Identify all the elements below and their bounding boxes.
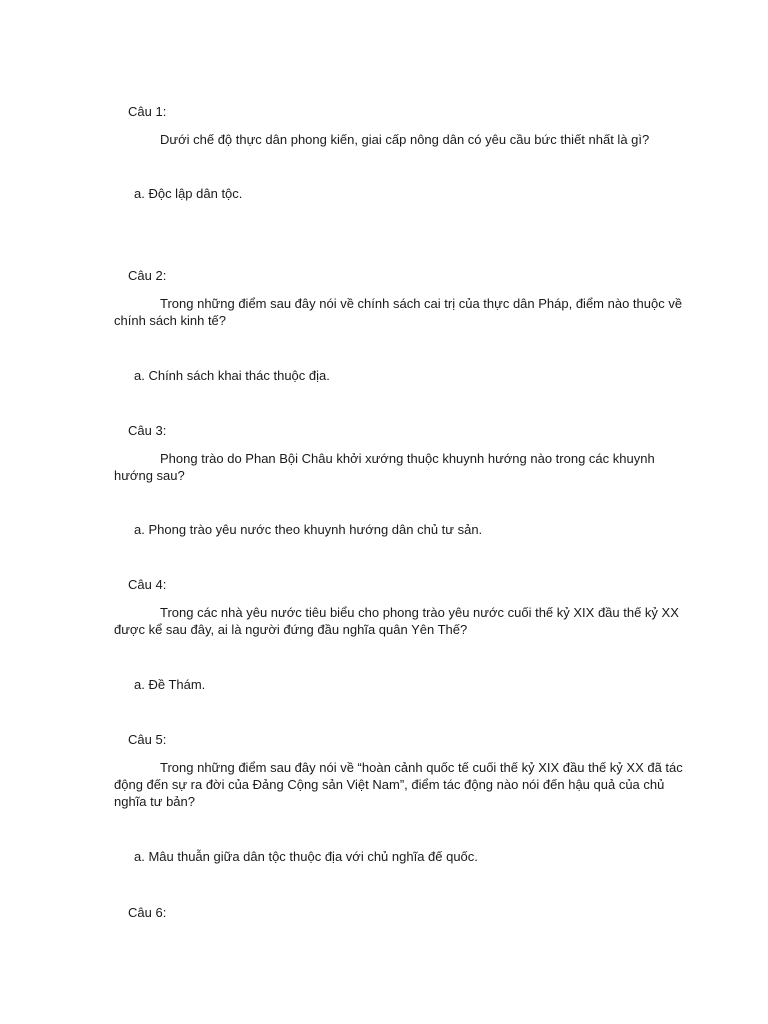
question-1-text: Dưới chế độ thực dân phong kiến, giai cấp nông dân có yêu cầu bức thiết nhất là gì?	[160, 132, 650, 147]
question-1-answer: a. Độc lập dân tộc.	[134, 186, 243, 201]
question-1-label: Câu 1:	[128, 104, 167, 119]
question-5-answer: a. Mâu thuẫn giữa dân tộc thuộc địa với chủ nghĩa đế quốc.	[134, 849, 478, 864]
question-5-text: Trong những điểm sau đây nói về “hoàn cảnh quốc tế cuối thế kỷ XIX đầu thế kỷ XX đã tác động đến sự ra đời của Đảng Cộng sản Việt Nam”, điểm tác động nào nói đến hậu quả của chủ nghĩa tư bản?	[114, 760, 683, 809]
question-2-answer: a. Chính sách khai thác thuộc địa.	[134, 368, 330, 383]
question-3-answer: a. Phong trào yêu nước theo khuynh hướng dân chủ tư sản.	[134, 522, 483, 537]
question-5-label: Câu 5:	[128, 732, 167, 747]
question-3-text: Phong trào do Phan Bội Châu khởi xướng thuộc khuynh hướng nào trong các khuynh hướng sau?	[114, 451, 655, 483]
question-4-label: Câu 4:	[128, 577, 167, 592]
question-4-answer: a. Đề Thám.	[134, 677, 206, 692]
question-2-text: Trong những điểm sau đây nói về chính sách cai trị của thực dân Pháp, điểm nào thuộc về chính sách kinh tế?	[114, 296, 683, 328]
question-6-label: Câu 6:	[128, 905, 167, 920]
question-4-text: Trong các nhà yêu nước tiêu biểu cho phong trào yêu nước cuối thế kỷ XIX đầu thế kỷ XX được kể sau đây, ai là người đứng đầu nghĩa quân Yên Thế?	[114, 605, 679, 637]
question-2-label: Câu 2:	[128, 268, 167, 283]
question-3-label: Câu 3:	[128, 423, 167, 438]
